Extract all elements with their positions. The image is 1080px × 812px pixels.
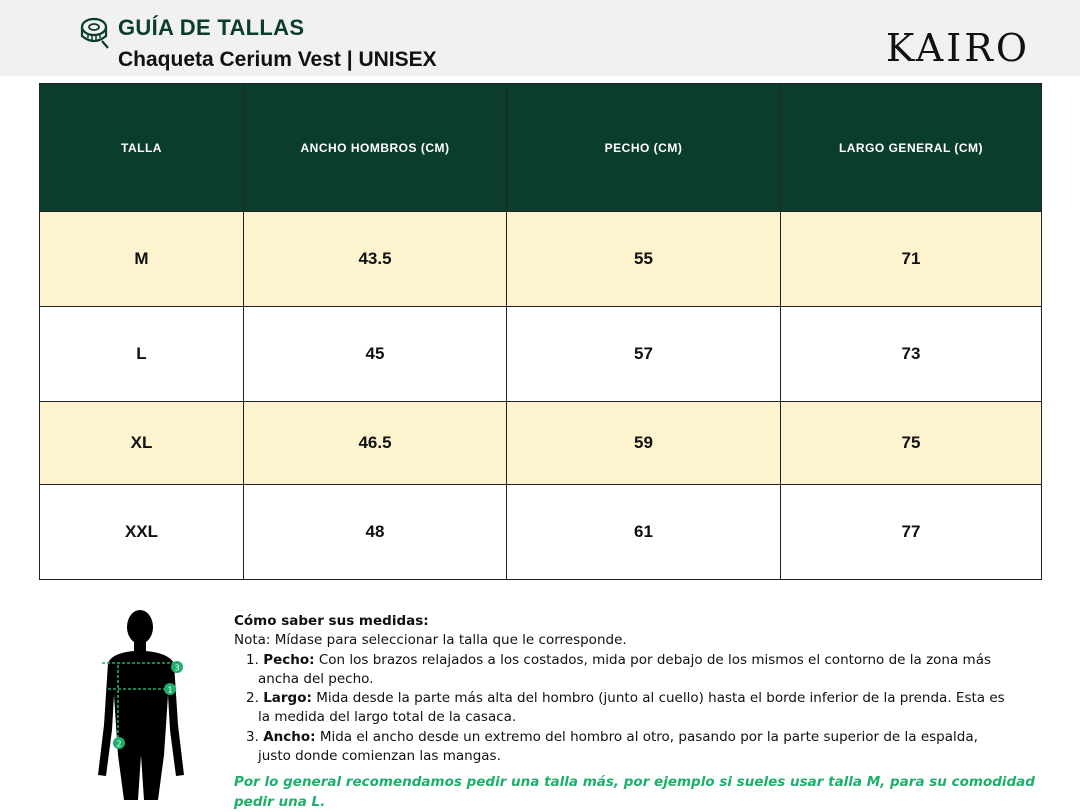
cell-value: 61	[507, 485, 781, 580]
item-text: Mida desde la parte más alta del hombro (junto al cuello) hasta el borde inferior de la prenda. Esta es la medida del largo total de la casaca.	[258, 690, 1005, 726]
list-item	[246, 689, 1006, 728]
item-term: Pecho:	[263, 651, 315, 668]
size-recommendation: Por lo general recomendamos pedir una talla más, por ejemplo si sueles usar talla M, para su comodidad pedir una L.	[234, 774, 1035, 810]
header-talla: TALLA	[40, 84, 244, 212]
marker-2	[113, 737, 125, 749]
item-term: Largo:	[263, 690, 312, 707]
cell-size: XXL	[40, 485, 244, 580]
item-number: 3.	[246, 728, 259, 745]
list-item	[246, 728, 1006, 767]
table-row	[40, 485, 1042, 580]
item-text: Con los brazos relajados a los costados, mida por debajo de los mismos el contorno de la zona más ancha del pecho.	[258, 651, 992, 687]
product-subtitle: Chaqueta Cerium Vest | UNISEX	[118, 48, 437, 71]
header-ancho-hombros: ANCHO HOMBROS (CM)	[244, 84, 507, 212]
table-row	[40, 212, 1042, 307]
size-table	[39, 83, 1042, 580]
marker-1	[164, 683, 176, 695]
header-pecho: PECHO (CM)	[507, 84, 781, 212]
measurement-instructions	[234, 612, 1054, 812]
instructions-list	[234, 651, 1054, 767]
header-bar	[0, 0, 1080, 76]
table-row	[40, 402, 1042, 485]
svg-text:1: 1	[167, 685, 173, 695]
item-number: 1.	[246, 651, 259, 668]
cell-value: 75	[781, 402, 1042, 485]
brand-logo: KAIRO	[885, 26, 1030, 70]
cell-value: 48	[244, 485, 507, 580]
cell-value: 57	[507, 307, 781, 402]
table-header-row	[40, 84, 1042, 212]
instructions-heading: Cómo saber sus medidas:	[234, 613, 429, 629]
cell-value: 59	[507, 402, 781, 485]
cell-size: M	[40, 212, 244, 307]
body-silhouette-figure	[88, 605, 198, 800]
item-number: 2.	[246, 690, 259, 707]
cell-value: 43.5	[244, 212, 507, 307]
header-largo-general: LARGO GENERAL (CM)	[781, 84, 1042, 212]
cell-value: 71	[781, 212, 1042, 307]
svg-text:3: 3	[174, 663, 180, 673]
marker-3	[171, 661, 183, 673]
cell-value: 77	[781, 485, 1042, 580]
cell-value: 46.5	[244, 402, 507, 485]
table-row	[40, 307, 1042, 402]
cell-value: 45	[244, 307, 507, 402]
cell-value: 73	[781, 307, 1042, 402]
item-text: Mida el ancho desde un extremo del hombro al otro, pasando por la parte superior de la espalda, justo donde comienzan las mangas.	[258, 728, 978, 765]
page-title: GUÍA DE TALLAS	[118, 15, 305, 40]
measuring-tape-icon	[80, 16, 110, 50]
list-item	[246, 651, 1006, 690]
svg-text:2: 2	[116, 739, 122, 749]
cell-value: 55	[507, 212, 781, 307]
instructions-note: Nota: Mídase para seleccionar la talla que le corresponde.	[234, 632, 627, 649]
cell-size: L	[40, 307, 244, 402]
cell-size: XL	[40, 402, 244, 485]
silhouette-icon	[98, 610, 184, 800]
item-term: Ancho:	[263, 728, 316, 745]
